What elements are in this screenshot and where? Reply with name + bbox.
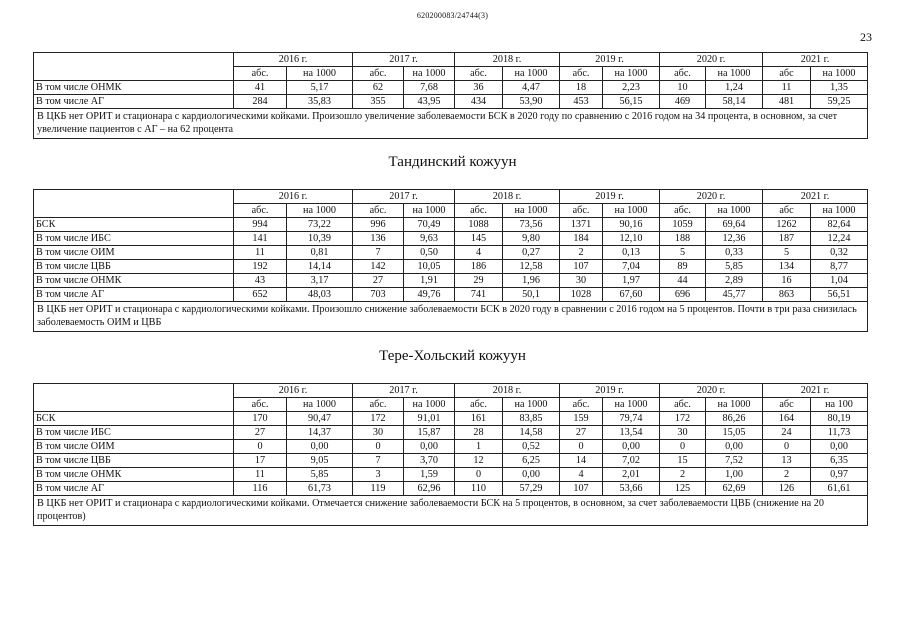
table-cell: 0,32	[811, 246, 868, 260]
table-cell: 0	[234, 440, 287, 454]
table-cell: 453	[560, 95, 603, 109]
table-cell: 56,15	[603, 95, 660, 109]
year-header-row	[34, 53, 868, 67]
table-cell: 186	[455, 260, 503, 274]
column-subheader: на 1000	[404, 204, 455, 218]
table-cell: 1371	[560, 218, 603, 232]
table-cell: 9,80	[503, 232, 560, 246]
table-note: В ЦКБ нет ОРИТ и стационара с кардиологическими койками. Отмечается снижение заболеваемости БСК на 5 процентов, в основном, за счет заболеваемости ЦВБ (снижение на 20 процентов)	[34, 496, 868, 526]
year-header: 2016 г.	[234, 190, 353, 204]
table-cell: 2,89	[706, 274, 763, 288]
table-cell: 16	[763, 274, 811, 288]
column-subheader: на 1000	[503, 204, 560, 218]
year-header: 2019 г.	[560, 53, 660, 67]
table-cell: 14,58	[503, 426, 560, 440]
table-cell: 284	[234, 95, 287, 109]
table-cell: 53,66	[603, 482, 660, 496]
page-number: 23	[860, 30, 872, 44]
table-cell: 0	[353, 440, 404, 454]
table-cell: 2,01	[603, 468, 660, 482]
table-cell: 703	[353, 288, 404, 302]
table-cell: 12,24	[811, 232, 868, 246]
table-cell: 0,50	[404, 246, 455, 260]
table-cell: 0,00	[811, 440, 868, 454]
column-subheader: абс.	[353, 204, 404, 218]
table-cell: 4,47	[503, 81, 560, 95]
column-subheader: на 1000	[503, 67, 560, 81]
year-header: 2017 г.	[353, 384, 455, 398]
column-subheader: абс.	[455, 67, 503, 81]
year-header: 2021 г.	[763, 53, 868, 67]
table-cell: 2,23	[603, 81, 660, 95]
table-cell: 136	[353, 232, 404, 246]
table-cell: 134	[763, 260, 811, 274]
table-tandinsky	[33, 189, 868, 332]
column-subheader: абс.	[660, 67, 706, 81]
table-cell: 14,14	[287, 260, 353, 274]
table-cell: 91,01	[404, 412, 455, 426]
row-label: В том числе ОИМ	[34, 440, 234, 454]
table-cell: 11,73	[811, 426, 868, 440]
table-cell: 6,25	[503, 454, 560, 468]
table-cell: 4	[560, 468, 603, 482]
table-cell: 125	[660, 482, 706, 496]
row-label: В том числе ЦВБ	[34, 454, 234, 468]
table-cell: 69,64	[706, 218, 763, 232]
table-cell: 0,00	[706, 440, 763, 454]
table-cell: 2	[763, 468, 811, 482]
table-cell: 0	[455, 468, 503, 482]
table-row	[34, 288, 868, 302]
table-cell: 5,17	[287, 81, 353, 95]
table-row	[34, 426, 868, 440]
table-cell: 5,85	[287, 468, 353, 482]
table-cell: 15,87	[404, 426, 455, 440]
table-cell: 1,97	[603, 274, 660, 288]
table-cell: 1262	[763, 218, 811, 232]
table-cell: 59,25	[811, 95, 868, 109]
table-row	[34, 440, 868, 454]
row-label: В том числе АГ	[34, 95, 234, 109]
year-header: 2018 г.	[455, 190, 560, 204]
column-subheader: на 1000	[603, 204, 660, 218]
header-blank-cell	[34, 67, 234, 81]
table-cell: 0,97	[811, 468, 868, 482]
table-cell: 110	[455, 482, 503, 496]
row-label: В том числе ИБС	[34, 426, 234, 440]
year-header: 2017 г.	[353, 53, 455, 67]
row-label: В том числе АГ	[34, 482, 234, 496]
table-cell: 70,49	[404, 218, 455, 232]
table-cell: 14	[560, 454, 603, 468]
table-cell: 159	[560, 412, 603, 426]
table-cell: 5,85	[706, 260, 763, 274]
row-label: В том числе ОНМК	[34, 468, 234, 482]
column-subheader: на 1000	[706, 398, 763, 412]
row-label: В том числе ОНМК	[34, 81, 234, 95]
table-cell: 145	[455, 232, 503, 246]
table-cell: 7,52	[706, 454, 763, 468]
table-cell: 107	[560, 482, 603, 496]
year-header: 2016 г.	[234, 384, 353, 398]
table-cell: 7,04	[603, 260, 660, 274]
table-cell: 48,03	[287, 288, 353, 302]
table-cell: 67,60	[603, 288, 660, 302]
table-cell: 11	[234, 246, 287, 260]
table-cell: 188	[660, 232, 706, 246]
table-cell: 3,17	[287, 274, 353, 288]
table-cell: 0,27	[503, 246, 560, 260]
table-cell: 10,05	[404, 260, 455, 274]
table-cell: 56,51	[811, 288, 868, 302]
table-row	[34, 246, 868, 260]
column-subheader: абс.	[234, 398, 287, 412]
column-subheader: на 1000	[811, 204, 868, 218]
table-cell: 0,33	[706, 246, 763, 260]
column-subheader: на 1000	[706, 204, 763, 218]
table-cell: 863	[763, 288, 811, 302]
table-cell: 116	[234, 482, 287, 496]
table-cell: 12,36	[706, 232, 763, 246]
column-subheader: абс.	[455, 204, 503, 218]
table-row	[34, 81, 868, 95]
table-cell: 187	[763, 232, 811, 246]
table-cell: 18	[560, 81, 603, 95]
table-cell: 696	[660, 288, 706, 302]
table-cell: 82,64	[811, 218, 868, 232]
section-title-tandinsky: Тандинский кожуун	[388, 154, 517, 170]
year-header: 2019 г.	[560, 190, 660, 204]
year-header: 2016 г.	[234, 53, 353, 67]
table-cell: 15	[660, 454, 706, 468]
table-cell: 4	[455, 246, 503, 260]
table-cell: 652	[234, 288, 287, 302]
table-cell: 5	[763, 246, 811, 260]
table-row	[34, 482, 868, 496]
column-subheader: на 1000	[603, 67, 660, 81]
table-section-1	[33, 52, 868, 139]
table-cell: 83,85	[503, 412, 560, 426]
table-cell: 30	[560, 274, 603, 288]
table-cell: 41	[234, 81, 287, 95]
header-blank-cell	[34, 190, 234, 204]
table-cell: 10	[660, 81, 706, 95]
section-title-tere-kholsky: Тере-Хольский кожуун	[379, 348, 526, 364]
column-subheader: абс.	[560, 204, 603, 218]
column-subheader: на 1000	[603, 398, 660, 412]
table-cell: 1,96	[503, 274, 560, 288]
column-subheader: на 1000	[404, 67, 455, 81]
column-subheader: на 1000	[503, 398, 560, 412]
year-header-row	[34, 384, 868, 398]
table-cell: 126	[763, 482, 811, 496]
table-cell: 35,83	[287, 95, 353, 109]
table-cell: 119	[353, 482, 404, 496]
subheader-row	[34, 67, 868, 81]
table-cell: 481	[763, 95, 811, 109]
table-cell: 0,13	[603, 246, 660, 260]
table-cell: 9,05	[287, 454, 353, 468]
table-cell: 45,77	[706, 288, 763, 302]
table-cell: 62,69	[706, 482, 763, 496]
table-cell: 3	[353, 468, 404, 482]
table-cell: 434	[455, 95, 503, 109]
table-cell: 0,00	[503, 468, 560, 482]
subheader-row	[34, 204, 868, 218]
table-cell: 62,96	[404, 482, 455, 496]
row-label: В том числе ОНМК	[34, 274, 234, 288]
table-cell: 90,47	[287, 412, 353, 426]
table-cell: 13,54	[603, 426, 660, 440]
column-subheader: абс	[763, 67, 811, 81]
table-cell: 73,56	[503, 218, 560, 232]
year-header: 2021 г.	[763, 384, 868, 398]
table-cell: 27	[234, 426, 287, 440]
subheader-row	[34, 398, 868, 412]
table-cell: 58,14	[706, 95, 763, 109]
table-cell: 14,37	[287, 426, 353, 440]
column-subheader: абс.	[455, 398, 503, 412]
table-cell: 57,29	[503, 482, 560, 496]
table-row	[34, 232, 868, 246]
year-header: 2020 г.	[660, 53, 763, 67]
table-cell: 61,61	[811, 482, 868, 496]
table-cell: 0	[660, 440, 706, 454]
table-row	[34, 218, 868, 232]
column-subheader: абс.	[560, 67, 603, 81]
year-header: 2021 г.	[763, 190, 868, 204]
column-subheader: на 1000	[287, 204, 353, 218]
table-cell: 36	[455, 81, 503, 95]
table-cell: 27	[353, 274, 404, 288]
table-row	[34, 412, 868, 426]
year-header: 2020 г.	[660, 384, 763, 398]
table-cell: 1,91	[404, 274, 455, 288]
table-cell: 1,24	[706, 81, 763, 95]
row-label: В том числе ОИМ	[34, 246, 234, 260]
table-cell: 13	[763, 454, 811, 468]
table-cell: 2	[660, 468, 706, 482]
table-cell: 27	[560, 426, 603, 440]
table-cell: 49,76	[404, 288, 455, 302]
column-subheader: абс.	[560, 398, 603, 412]
column-subheader: на 100	[811, 398, 868, 412]
year-header: 2019 г.	[560, 384, 660, 398]
header-blank-cell	[34, 53, 234, 67]
table-cell: 12,58	[503, 260, 560, 274]
table-cell: 0	[763, 440, 811, 454]
table-cell: 0,00	[287, 440, 353, 454]
table-cell: 355	[353, 95, 404, 109]
table-note: В ЦКБ нет ОРИТ и стационара с кардиологическими койками. Произошло снижение заболеваемости БСК в 2020 году в сравнении с 2016 годом на 5 процентов. Почти в три раза снизилась заболеваемость ОИМ и ЦВБ	[34, 302, 868, 332]
table-row	[34, 260, 868, 274]
table-row	[34, 454, 868, 468]
row-label: БСК	[34, 218, 234, 232]
column-subheader: абс	[763, 204, 811, 218]
table-cell: 141	[234, 232, 287, 246]
table-cell: 184	[560, 232, 603, 246]
column-subheader: абс.	[660, 204, 706, 218]
table-cell: 3,70	[404, 454, 455, 468]
table-cell: 24	[763, 426, 811, 440]
table-cell: 43	[234, 274, 287, 288]
year-header-row	[34, 190, 868, 204]
table-cell: 90,16	[603, 218, 660, 232]
column-subheader: абс.	[234, 67, 287, 81]
table-cell: 172	[353, 412, 404, 426]
column-subheader: на 1000	[706, 67, 763, 81]
table-cell: 170	[234, 412, 287, 426]
table-cell: 11	[763, 81, 811, 95]
header-blank-cell	[34, 398, 234, 412]
table-cell: 0	[560, 440, 603, 454]
column-subheader: на 1000	[287, 398, 353, 412]
table-cell: 7,68	[404, 81, 455, 95]
note-row	[34, 109, 868, 139]
table-cell: 50,1	[503, 288, 560, 302]
note-row	[34, 302, 868, 332]
column-subheader: абс.	[234, 204, 287, 218]
table-cell: 73,22	[287, 218, 353, 232]
table-cell: 469	[660, 95, 706, 109]
row-label: В том числе ЦВБ	[34, 260, 234, 274]
table-cell: 7,02	[603, 454, 660, 468]
column-subheader: абс	[763, 398, 811, 412]
table-row	[34, 468, 868, 482]
table-cell: 43,95	[404, 95, 455, 109]
row-label: БСК	[34, 412, 234, 426]
table-cell: 89	[660, 260, 706, 274]
table-cell: 80,19	[811, 412, 868, 426]
table-cell: 53,90	[503, 95, 560, 109]
column-subheader: на 1000	[404, 398, 455, 412]
table-cell: 17	[234, 454, 287, 468]
year-header: 2018 г.	[455, 53, 560, 67]
table-cell: 30	[660, 426, 706, 440]
table-cell: 28	[455, 426, 503, 440]
table-cell: 5	[660, 246, 706, 260]
table-cell: 1,35	[811, 81, 868, 95]
table-cell: 161	[455, 412, 503, 426]
table-cell: 6,35	[811, 454, 868, 468]
table-tere-kholsky	[33, 383, 868, 526]
table-cell: 7	[353, 246, 404, 260]
table-cell: 11	[234, 468, 287, 482]
column-subheader: на 1000	[287, 67, 353, 81]
table-cell: 1,04	[811, 274, 868, 288]
note-row	[34, 496, 868, 526]
header-blank-cell	[34, 204, 234, 218]
table-cell: 1,00	[706, 468, 763, 482]
table-cell: 1,59	[404, 468, 455, 482]
table-cell: 15,05	[706, 426, 763, 440]
column-subheader: абс.	[660, 398, 706, 412]
table-cell: 44	[660, 274, 706, 288]
table-cell: 2	[560, 246, 603, 260]
table-cell: 1	[455, 440, 503, 454]
table-cell: 0,81	[287, 246, 353, 260]
table-cell: 7	[353, 454, 404, 468]
table-cell: 61,73	[287, 482, 353, 496]
table-cell: 172	[660, 412, 706, 426]
table-cell: 29	[455, 274, 503, 288]
row-label: В том числе ИБС	[34, 232, 234, 246]
table-cell: 1028	[560, 288, 603, 302]
table-cell: 10,39	[287, 232, 353, 246]
year-header: 2020 г.	[660, 190, 763, 204]
table-cell: 142	[353, 260, 404, 274]
table-cell: 994	[234, 218, 287, 232]
table-cell: 8,77	[811, 260, 868, 274]
year-header: 2018 г.	[455, 384, 560, 398]
table-cell: 79,74	[603, 412, 660, 426]
table-cell: 107	[560, 260, 603, 274]
row-label: В том числе АГ	[34, 288, 234, 302]
table-cell: 192	[234, 260, 287, 274]
table-cell: 996	[353, 218, 404, 232]
column-subheader: абс.	[353, 398, 404, 412]
year-header: 2017 г.	[353, 190, 455, 204]
table-cell: 1059	[660, 218, 706, 232]
table-note: В ЦКБ нет ОРИТ и стационара с кардиологическими койками. Произошло увеличение заболеваемости БСК в 2020 году по сравнению с 2016 годом на 34 процента, в основном, за счет увеличение пациентов с АГ – на 62 процента	[34, 109, 868, 139]
table-cell: 12,10	[603, 232, 660, 246]
table-cell: 0,52	[503, 440, 560, 454]
document-id: 620200083/24744(3)	[416, 11, 489, 20]
table-cell: 62	[353, 81, 404, 95]
table-cell: 0,00	[603, 440, 660, 454]
table-cell: 0,00	[404, 440, 455, 454]
table-cell: 12	[455, 454, 503, 468]
table-cell: 164	[763, 412, 811, 426]
table-cell: 1088	[455, 218, 503, 232]
table-cell: 86,26	[706, 412, 763, 426]
table-row	[34, 95, 868, 109]
table-cell: 30	[353, 426, 404, 440]
table-cell: 741	[455, 288, 503, 302]
column-subheader: на 1000	[811, 67, 868, 81]
column-subheader: абс.	[353, 67, 404, 81]
table-row	[34, 274, 868, 288]
table-cell: 9,63	[404, 232, 455, 246]
header-blank-cell	[34, 384, 234, 398]
